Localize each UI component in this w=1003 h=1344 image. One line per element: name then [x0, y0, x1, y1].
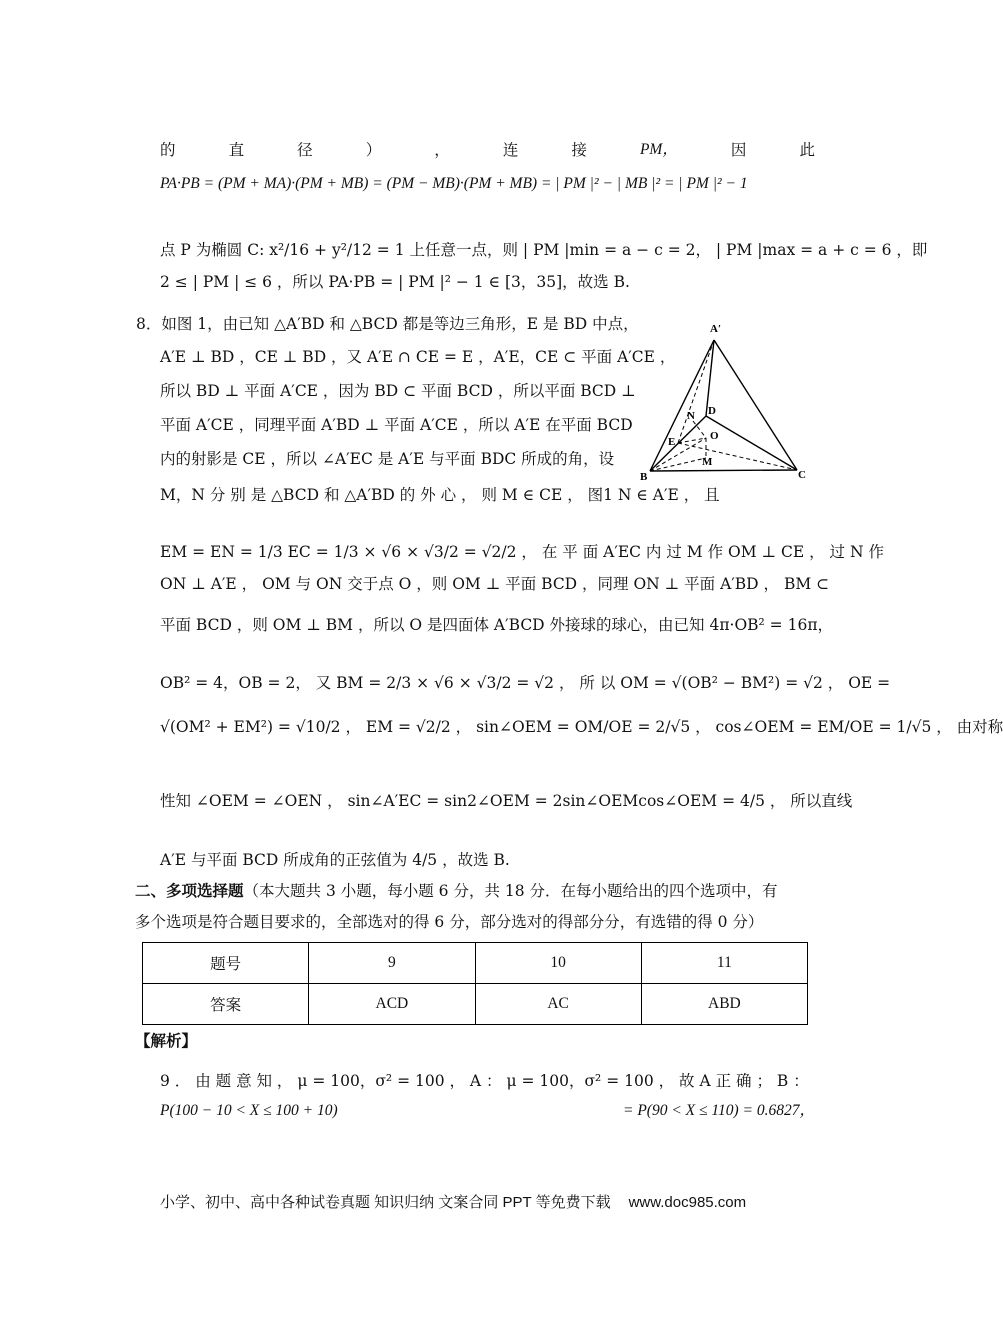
answer-table — [142, 942, 808, 1025]
table-cell: 题号 — [143, 943, 309, 984]
p8-line-11: √(OM² + EM²) = √10/2 ， EM = √2/2 ， sin∠OEM = OM/OE = 2/√5 ， cos∠OEM = EM/OE = 1/√5 ， 由对称 — [160, 718, 1003, 736]
p8-line-1: 8．如图 1，由已知 △A′BD 和 △BCD 都是等边三角形，E 是 BD 中点， — [136, 315, 639, 333]
p7-word: ， — [434, 141, 450, 159]
table-cell: ACD — [309, 984, 475, 1025]
label-o: O — [710, 430, 719, 442]
p8-line-2: A′E ⊥ BD ，CE ⊥ BD ，又 A′E ∩ CE = E ，A′E，CE ⊂ 平面 A′CE ， — [160, 348, 676, 366]
p8-line-13: 性知 ∠OEM = ∠OEN ， sin∠A′EC = sin2∠OEM = 2sin∠OEMcos∠OEM = 4/5 ， 所以直线 — [160, 792, 853, 810]
p7-word: 接 — [571, 141, 587, 159]
edge-d-c — [706, 416, 797, 470]
p8-line-7: EM = EN = 1/3 EC = 1/3 × √6 × √3/2 = √2/2 ， 在 平 面 A′EC 内 过 M 作 OM ⊥ CE ， 过 N 作 — [160, 543, 884, 561]
table-cell: 9 — [309, 943, 475, 984]
edge-a-c — [714, 340, 797, 470]
label-c: C — [798, 469, 806, 481]
section-desc: （本大题共 3 小题，每小题 6 分，共 18 分．在每小题给出的四个选项中，有 — [243, 882, 778, 900]
p7-word: ） — [365, 141, 382, 159]
footer-text: 小学、初中、高中各种试卷真题 知识归纳 文案合同 PPT 等免费下载 — [160, 1194, 611, 1211]
p8-line-6: M，N 分 别 是 △BCD 和 △A′BD 的 外 心 ， 则 M ∈ CE ， 图1 N ∈ A′E ， 且 — [160, 486, 720, 504]
p8-line-8: ON ⊥ A′E ， OM 与 ON 交于点 O ，则 OM ⊥ 平面 BCD ，同理 ON ⊥ 平面 A′BD ， BM ⊂ — [160, 575, 830, 593]
p8-line-10: OB² = 4，OB = 2， 又 BM = 2/3 × √6 × √3/2 = √2 ， 所 以 OM = √(OB² − BM²) = √2 ， OE = — [160, 674, 891, 692]
edge-a-b — [650, 340, 714, 471]
p8-line-4: 平面 A′CE ，同理平面 A′BD ⊥ 平面 A′CE ，所以 A′E 在平面 BCD — [160, 416, 633, 434]
label-b: B — [640, 471, 648, 483]
table-cell: ABD — [641, 984, 807, 1025]
p7-word: 因 — [730, 141, 747, 159]
table-cell: 答案 — [143, 984, 309, 1025]
page-footer — [160, 1191, 810, 1212]
section-title: 二、多项选择题 — [135, 881, 244, 900]
table-cell: 10 — [475, 943, 641, 984]
p8-line-3: 所以 BD ⊥ 平面 A′CE ，因为 BD ⊂ 平面 BCD ，所以平面 BCD ⊥ — [160, 382, 636, 400]
label-n: N — [687, 410, 695, 422]
p8-line-14: A′E 与平面 BCD 所成角的正弦值为 4/5 ，故选 B. — [160, 851, 510, 869]
p7-word: 的 — [160, 141, 176, 159]
footer-url[interactable]: www.doc985.com — [628, 1194, 747, 1211]
segment-b-m — [650, 458, 706, 471]
label-m: M — [702, 456, 713, 468]
segment-n-o — [693, 421, 706, 438]
p9-line-2b: = P(90 < X ≤ 110) = 0.6827， — [623, 1102, 815, 1119]
label-d: D — [708, 405, 716, 417]
segment-e-c — [678, 443, 797, 470]
p8-line-5: 内的射影是 CE ，所以 ∠A′EC 是 A′E 与平面 BDC 所成的角，设 — [160, 450, 615, 468]
table-row — [143, 943, 808, 984]
table-cell: AC — [475, 984, 641, 1025]
tetrahedron-figure — [640, 318, 815, 508]
table-row — [143, 984, 808, 1025]
p7-word: 径 — [297, 141, 313, 159]
p7-word: PM， — [639, 141, 678, 158]
p7-word: 连 — [502, 141, 519, 159]
p7-line-4: 2 ≤ | PM | ≤ 6 ，所以 PA·PB = | PM |² − 1 ∈ [3，35]，故选 B. — [160, 273, 630, 291]
p7-word: 直 — [228, 141, 245, 159]
p9-line-1: 9 ． 由 题 意 知 ， μ = 100，σ² = 100 ， A ： μ = 100，σ² = 100 ， 故 A 正 确 ； B ： — [160, 1072, 809, 1090]
label-e: E — [668, 436, 676, 448]
p7-line-3: 点 P 为椭圆 C: x²/16 + y²/12 = 1 上任意一点，则 | PM |min = a − c = 2， | PM |max = a + c = 6 ，即 — [160, 241, 928, 259]
p9-line-2a: P(100 − 10 < X ≤ 100 + 10) — [160, 1102, 338, 1119]
p7-line-2: PA·PB = (PM + MA)·(PM + MB) = (PM − MB)·(PM + MB) = | PM |² − | MB |² = | PM |² − 1 — [160, 175, 748, 192]
section-2-line-2: 多个选项是符合题目要求的，全部选对的得 6 分，部分选对的得部分分，有选错的得 0 分） — [135, 913, 764, 931]
edge-b-c — [650, 470, 797, 471]
p8-line-9: 平面 BCD ，则 OM ⊥ BM ，所以 O 是四面体 A′BCD 外接球的球心，由已知 4π·OB² = 16π， — [160, 616, 834, 634]
p7-line-1 — [160, 139, 815, 161]
p7-word: 此 — [799, 141, 815, 159]
table-cell: 11 — [641, 943, 807, 984]
analysis-heading: 【解析】 — [135, 1031, 198, 1050]
section-2-line-1 — [135, 880, 815, 902]
label-a: A′ — [710, 323, 722, 335]
